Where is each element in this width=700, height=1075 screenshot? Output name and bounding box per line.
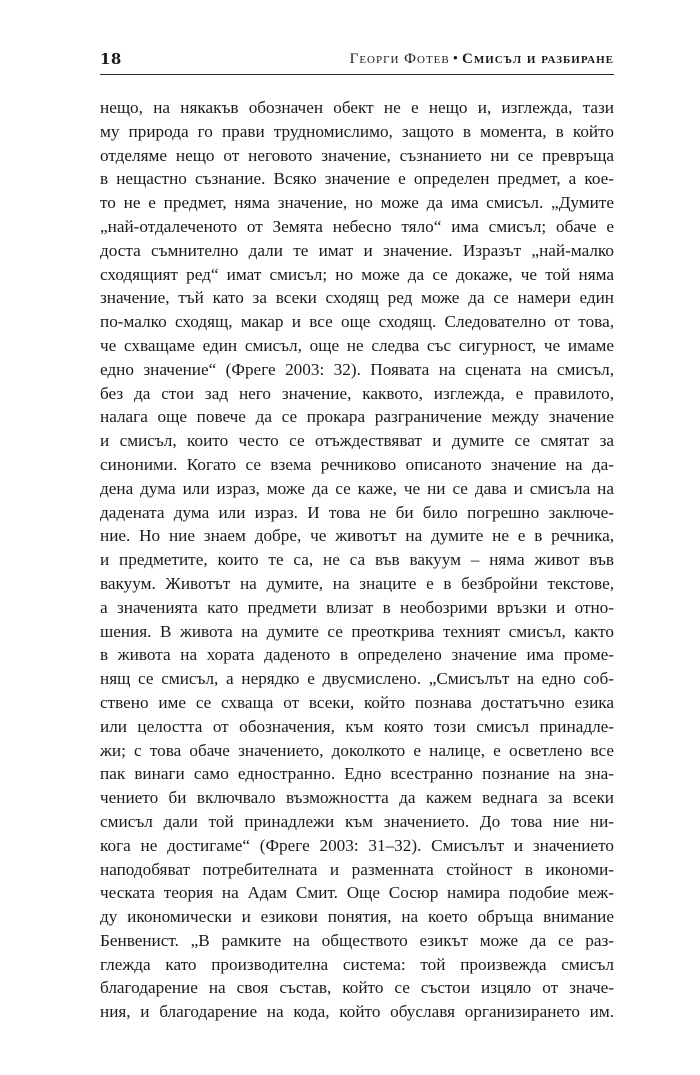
- text-line: в живота на хората даденото в определено значение има проме-: [100, 645, 614, 665]
- text-line: налага още повече да се прокара разграничение между значение: [100, 407, 614, 427]
- text-line: без да стои зад него значение, каквото, изглежда, е правилото,: [100, 383, 614, 403]
- text-line: отделяме нещо от неговото значение, съзнанието ни се превръща: [100, 145, 614, 165]
- text-line: му природа го прави трудномислимо, защото в момента, в който: [100, 121, 614, 141]
- text-line: глежда като производителна система: той произвежда смисъл: [100, 954, 614, 974]
- header-author: Георги Фотев: [349, 51, 450, 67]
- text-line: че схващаме един смисъл, още не следва със сигурност, че имаме: [100, 335, 614, 355]
- body-text: [100, 96, 614, 1024]
- text-line: жи; с това обаче значението, доколкото е налице, е осветлено все: [100, 740, 614, 760]
- text-line: или целостта от обозначения, към която този смисъл принадле-: [100, 716, 614, 736]
- text-line: ствено име се схваща от всеки, който познава достатъчно езика: [100, 692, 614, 712]
- text-line: едно значение“ (Фреге 2003: 32). Появата на сцената на смисъл,: [100, 359, 614, 379]
- header-rule: [100, 74, 614, 75]
- text-line: чението би включвало възможността да кажем веднага за всеки: [100, 788, 614, 808]
- text-line: ческата теория на Адам Смит. Още Сосюр намира подобие меж-: [100, 883, 614, 903]
- page-number: 18: [100, 50, 122, 68]
- text-line: ду икономически и езикови понятия, на което обръща внимание: [100, 907, 614, 927]
- text-line: значение, тъй като за всеки сходящ ред може да се намери един: [100, 288, 614, 308]
- text-line: и смисъл, които често се отъждествяват и думите се смятат за: [100, 431, 614, 451]
- text-line: дадената дума или израз. И това не би било погрешно заключе-: [100, 502, 614, 522]
- text-line: и предметите, които те са, не са във вакуум – няма живот във: [100, 550, 614, 570]
- text-line: дена дума или израз, може да се каже, че ни се дава и смисъла на: [100, 478, 614, 498]
- text-line: сходящият ред“ имат смисъл; но може да се докаже, че той няма: [100, 264, 614, 284]
- running-header: [100, 42, 614, 68]
- text-line: нящ се смисъл, а нерядко е двусмислено. „Смисълът на едно соб-: [100, 669, 614, 689]
- text-line: „най-отдалеченото от Земята небесно тяло“ има смисъл; обаче е: [100, 216, 614, 236]
- text-line: вакуум. Животът на думите, на знаците е в безбройни текстове,: [100, 573, 614, 593]
- text-line: доста съмнително дали те имат и значение. Изразът „най-малко: [100, 240, 614, 260]
- text-line: а значенията като предмети влизат в необозрими връзки и отно-: [100, 597, 614, 617]
- text-line: шения. В живота на думите се преоткрива техният смисъл, както: [100, 621, 614, 641]
- text-line: кога не достигаме“ (Фреге 2003: 31–32). Смисълът и значението: [100, 835, 614, 855]
- text-line: то не е предмет, няма значение, но може да има смисъл. „Думите: [100, 193, 614, 213]
- text-line: ния, и благодарение на кода, който обуславя организирането им.: [100, 1002, 614, 1022]
- text-line: синоними. Когато се взема речниково описаното значение на да-: [100, 454, 614, 474]
- text-line: по-малко сходящ, макар и все още сходящ. Следователно от това,: [100, 312, 614, 332]
- text-line: ние. Но ние знаем добре, че животът на думите не е в речника,: [100, 526, 614, 546]
- text-line: пак винаги само едностранно. Едно всестранно познание на зна-: [100, 764, 614, 784]
- text-line: смисъл дали той принадлежи към значението. До това ние ни-: [100, 811, 614, 831]
- text-line: нещо, на някакъв обозначен обект не е нещо и, изглежда, тази: [100, 98, 614, 117]
- text-line: благодарение на своя състав, който се състои изцяло от значе-: [100, 978, 614, 998]
- text-line: в нещастно съзнание. Всяко значение е определен предмет, а кое-: [100, 169, 614, 189]
- header-book-title: Смисъл и разбиране: [461, 51, 614, 67]
- header-title: [350, 51, 614, 68]
- text-line: наподобяват потребителната и разменната стойност в икономи-: [100, 859, 614, 879]
- text-line: Бенвенист. „В рамките на обществото езикът може да се раз-: [100, 930, 614, 950]
- header-separator: •: [452, 51, 459, 67]
